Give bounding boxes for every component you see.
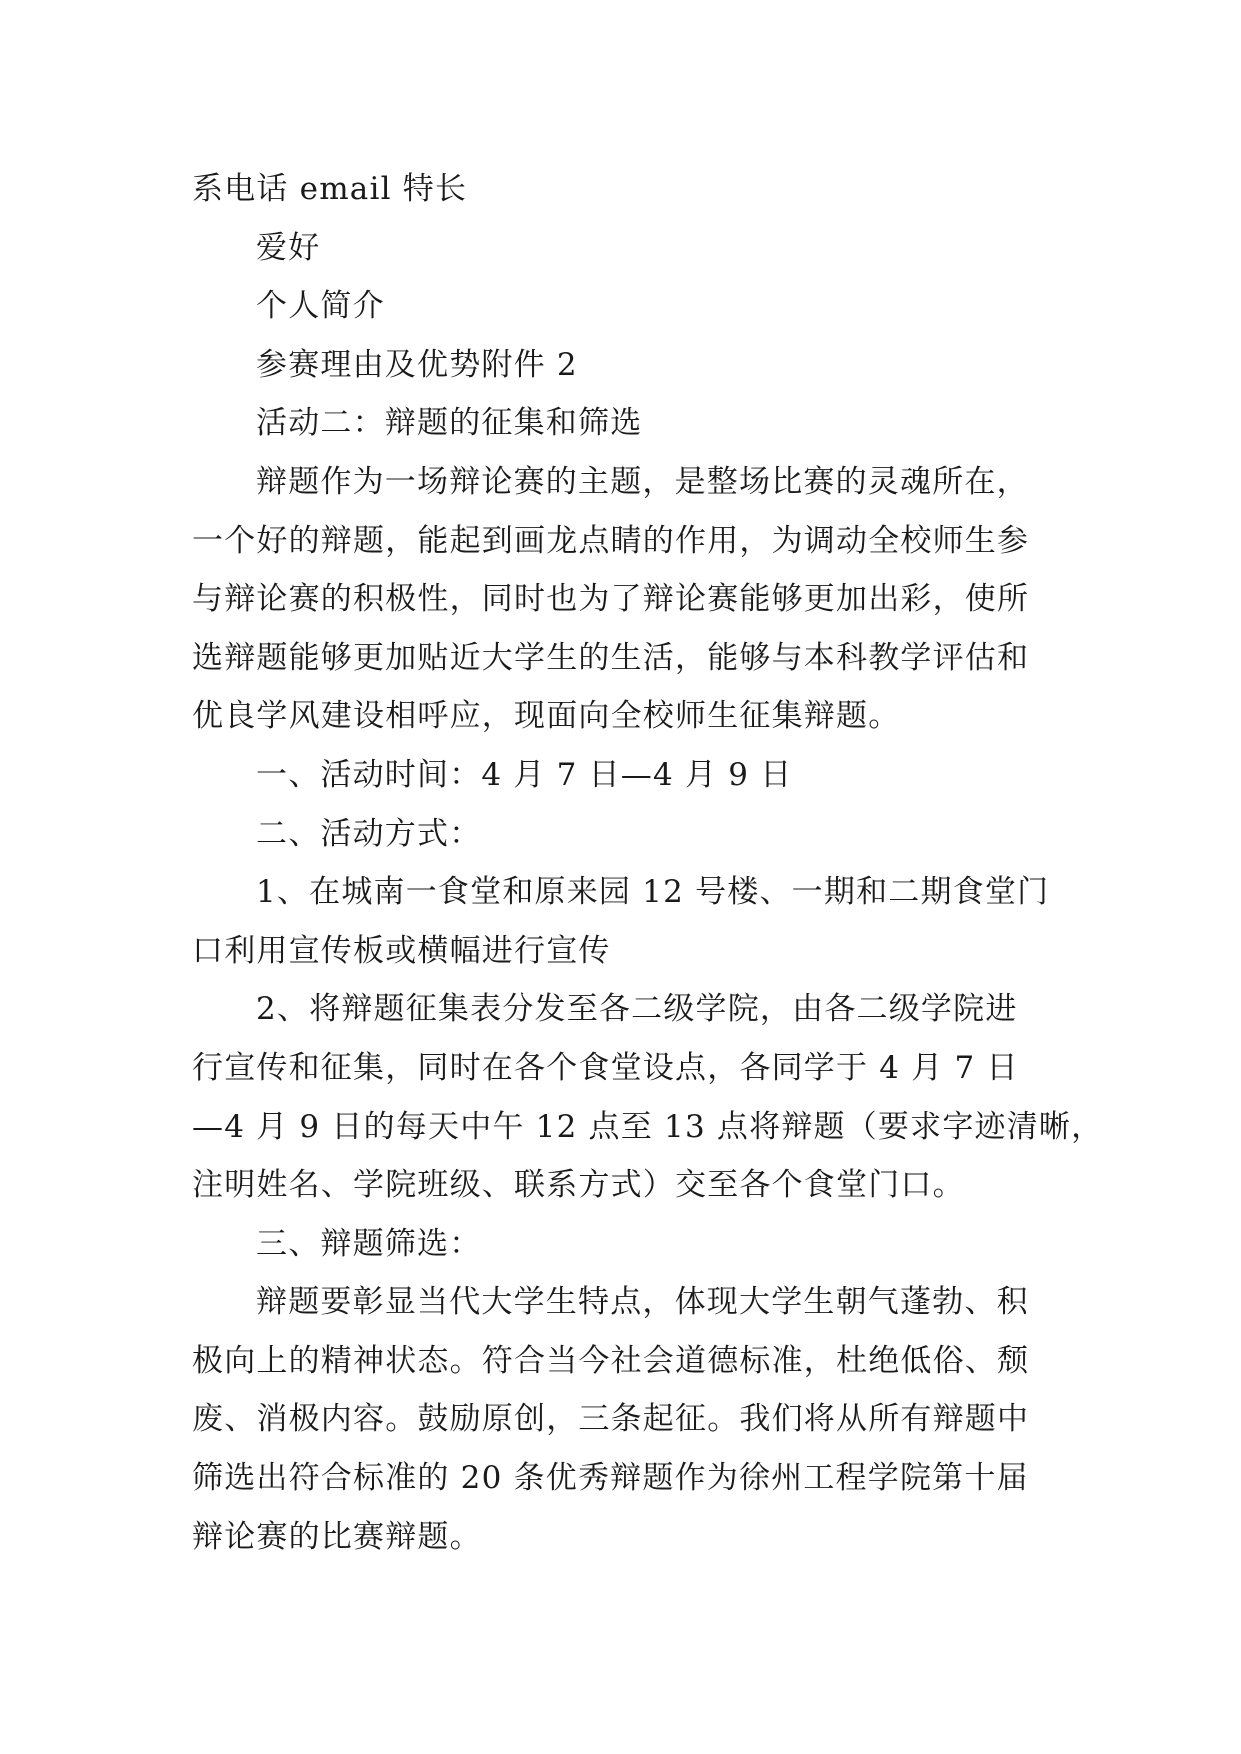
text-line: 二、活动方式：	[256, 815, 482, 852]
text-line: 注明姓名、学院班级、联系方式）交至各个食堂门口。	[192, 1167, 965, 1204]
text-line: 极向上的精神状态。符合当今社会道德标准，杜绝低俗、颓	[192, 1342, 1030, 1379]
text-line: 行宣传和征集，同时在各个食堂设点，各同学于 4 月 7 日	[192, 1049, 1019, 1086]
text-line: 筛选出符合标准的 20 条优秀辩题作为徐州工程学院第十届	[192, 1460, 1029, 1497]
text-line: 辩论赛的比赛辩题。	[192, 1518, 482, 1555]
text-line: 废、消极内容。鼓励原创，三条起征。我们将从所有辩题中	[192, 1401, 1030, 1438]
text-line: 爱好	[256, 229, 321, 266]
document-body	[192, 160, 1104, 1566]
text-line: —4 月 9 日的每天中午 12 点至 13 点将辩题（要求字迹清晰，	[192, 1108, 1104, 1145]
text-line: 优良学风建设相呼应，现面向全校师生征集辩题。	[192, 698, 901, 735]
text-line: 参赛理由及优势附件 2	[256, 346, 578, 383]
text-line: 一个好的辩题，能起到画龙点睛的作用，为调动全校师生参	[192, 522, 1030, 559]
text-line: 辩题作为一场辩论赛的主题，是整场比赛的灵魂所在，	[256, 463, 1029, 500]
text-line: 选辩题能够更加贴近大学生的生活，能够与本科教学评估和	[192, 639, 1030, 676]
text-line: 口利用宣传板或横幅进行宣传	[192, 932, 611, 969]
text-line: 三、辩题筛选：	[256, 1225, 482, 1262]
section-heading: 活动二：辩题的征集和筛选	[256, 405, 643, 442]
text-line: 与辩论赛的积极性，同时也为了辩论赛能够更加出彩，使所	[192, 581, 1030, 618]
text-line: 系电话 email 特长	[192, 171, 468, 207]
text-line: 辩题要彰显当代大学生特点，体现大学生朝气蓬勃、积	[256, 1284, 1029, 1321]
text-line: 1、在城南一食堂和原来园 12 号楼、一期和二期食堂门	[256, 874, 1050, 911]
text-line: 一、活动时间：4 月 7 日—4 月 9 日	[256, 756, 793, 793]
text-line: 个人简介	[256, 288, 385, 325]
text-line: 2、将辩题征集表分发至各二级学院，由各二级学院进	[256, 991, 1018, 1028]
